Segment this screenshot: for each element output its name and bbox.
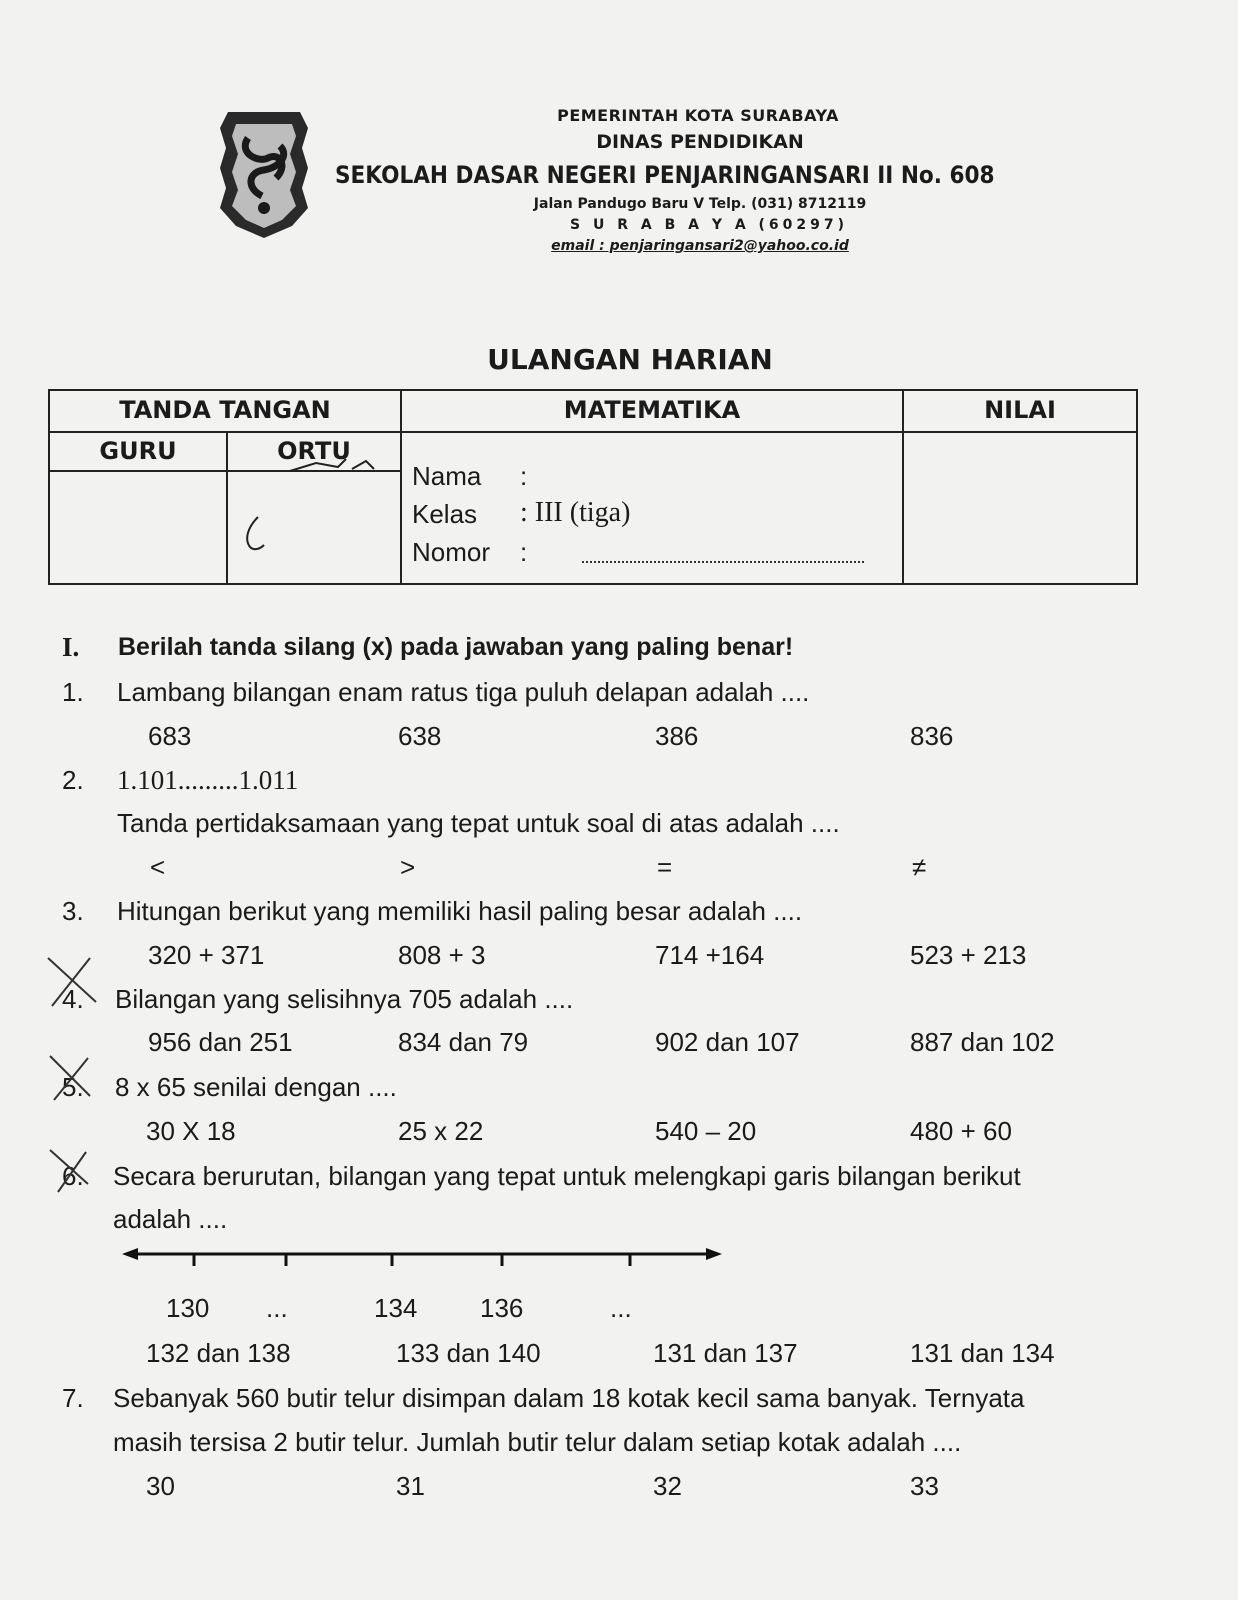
option-b[interactable]: 133 dan 140 (396, 1338, 541, 1368)
question-text-continued: adalah .... (113, 1204, 228, 1234)
school-city: S U R A B A Y A (60297) (570, 217, 849, 233)
question-text: Secara berurutan, bilangan yang tepat untuk melengkapi garis bilangan berikut (113, 1161, 1021, 1191)
question-number: 5. (62, 1072, 84, 1102)
header-table (48, 389, 1138, 585)
option-b[interactable]: 25 x 22 (398, 1116, 484, 1146)
parent-signature-label: ORTU (277, 437, 351, 465)
option-d[interactable]: 523 + 213 (910, 940, 1027, 970)
parent-signature-scribble (230, 509, 290, 569)
option-d[interactable]: 836 (910, 721, 954, 751)
signature-header: TANDA TANGAN (119, 396, 331, 424)
option-d[interactable]: 480 + 60 (910, 1116, 1012, 1146)
section-number: I. (62, 632, 80, 662)
number-label: Nomor (412, 537, 491, 567)
parent-signature-mark (286, 453, 386, 483)
department-name: DINAS PENDIDIKAN (596, 131, 804, 153)
class-label: Kelas (412, 499, 478, 529)
number-dotted-line (582, 561, 864, 563)
option-a[interactable]: < (150, 852, 166, 882)
name-label: Nama (412, 461, 482, 491)
cross-mark-icon (44, 1142, 100, 1198)
teacher-signature-label: GURU (99, 437, 177, 465)
number-value[interactable]: : (520, 537, 528, 567)
option-b[interactable]: 808 + 3 (398, 940, 486, 970)
question-number: 7. (62, 1383, 84, 1413)
subject-header: MATEMATIKA (563, 396, 741, 424)
numberline-label: 134 (374, 1293, 418, 1323)
option-b[interactable]: 31 (396, 1471, 425, 1501)
option-d[interactable]: 131 dan 134 (910, 1338, 1055, 1368)
section-instruction: Berilah tanda silang (x) pada jawaban yang paling benar! (118, 633, 794, 661)
option-d[interactable]: ≠ (912, 852, 927, 882)
option-a[interactable]: 683 (148, 721, 192, 751)
question-text: Bilangan yang selisihnya 705 adalah .... (115, 984, 574, 1014)
number-line (122, 1246, 722, 1274)
question-number: 4. (62, 984, 84, 1014)
option-b[interactable]: > (400, 852, 416, 882)
question-text-continued: Tanda pertidaksamaan yang tepat untuk soal di atas adalah .... (117, 808, 840, 838)
exam-title: ULANGAN HARIAN (487, 343, 773, 376)
numberline-label: ... (610, 1293, 632, 1323)
option-c[interactable]: 714 +164 (655, 940, 765, 970)
option-b[interactable]: 834 dan 79 (398, 1027, 529, 1057)
option-c[interactable]: 131 dan 137 (653, 1338, 798, 1368)
question-text: Sebanyak 560 butir telur disimpan dalam 18 kotak kecil sama banyak. Ternyata (113, 1383, 1025, 1413)
school-email: email : penjaringansari2@yahoo.co.id (551, 238, 849, 254)
cross-mark-icon (42, 952, 102, 1012)
numberline-label: 130 (166, 1293, 210, 1323)
option-c[interactable]: 540 – 20 (655, 1116, 757, 1146)
question-number: 1. (62, 677, 84, 707)
question-text: 1.101.........1.011 (117, 765, 299, 795)
option-d[interactable]: 33 (910, 1471, 939, 1501)
option-a[interactable]: 30 (146, 1471, 175, 1501)
question-text: 8 x 65 senilai dengan .... (115, 1072, 397, 1102)
numberline-label: ... (266, 1293, 288, 1323)
option-a[interactable]: 132 dan 138 (146, 1338, 291, 1368)
name-value[interactable]: : (520, 461, 528, 491)
school-name: SEKOLAH DASAR NEGERI PENJARINGANSARI II No. 608 (335, 161, 995, 189)
question-text: Hitungan berikut yang memiliki hasil paling besar adalah .... (117, 896, 803, 926)
question-text: Lambang bilangan enam ratus tiga puluh delapan adalah .... (117, 677, 810, 707)
option-c[interactable]: 386 (655, 721, 699, 751)
score-header: NILAI (984, 396, 1056, 424)
question-text-continued: masih tersisa 2 butir telur. Jumlah butir telur dalam setiap kotak adalah .... (113, 1427, 962, 1457)
school-crest-logo (218, 108, 310, 240)
option-c[interactable]: 32 (653, 1471, 682, 1501)
class-value: : III (tiga) (520, 497, 631, 528)
numberline-label: 136 (480, 1293, 524, 1323)
option-a[interactable]: 30 X 18 (146, 1116, 236, 1146)
question-number: 3. (62, 896, 84, 926)
option-c[interactable]: = (657, 852, 673, 882)
question-number: 2. (62, 765, 84, 795)
cross-mark-icon (44, 1050, 100, 1106)
government-name: PEMERINTAH KOTA SURABAYA (557, 106, 839, 125)
school-address: Jalan Pandugo Baru V Telp. (031) 8712119 (533, 196, 867, 212)
option-d[interactable]: 887 dan 102 (910, 1027, 1055, 1057)
option-a[interactable]: 956 dan 251 (148, 1027, 293, 1057)
option-b[interactable]: 638 (398, 721, 442, 751)
option-c[interactable]: 902 dan 107 (655, 1027, 800, 1057)
question-number: 6. (62, 1161, 84, 1191)
option-a[interactable]: 320 + 371 (148, 940, 265, 970)
